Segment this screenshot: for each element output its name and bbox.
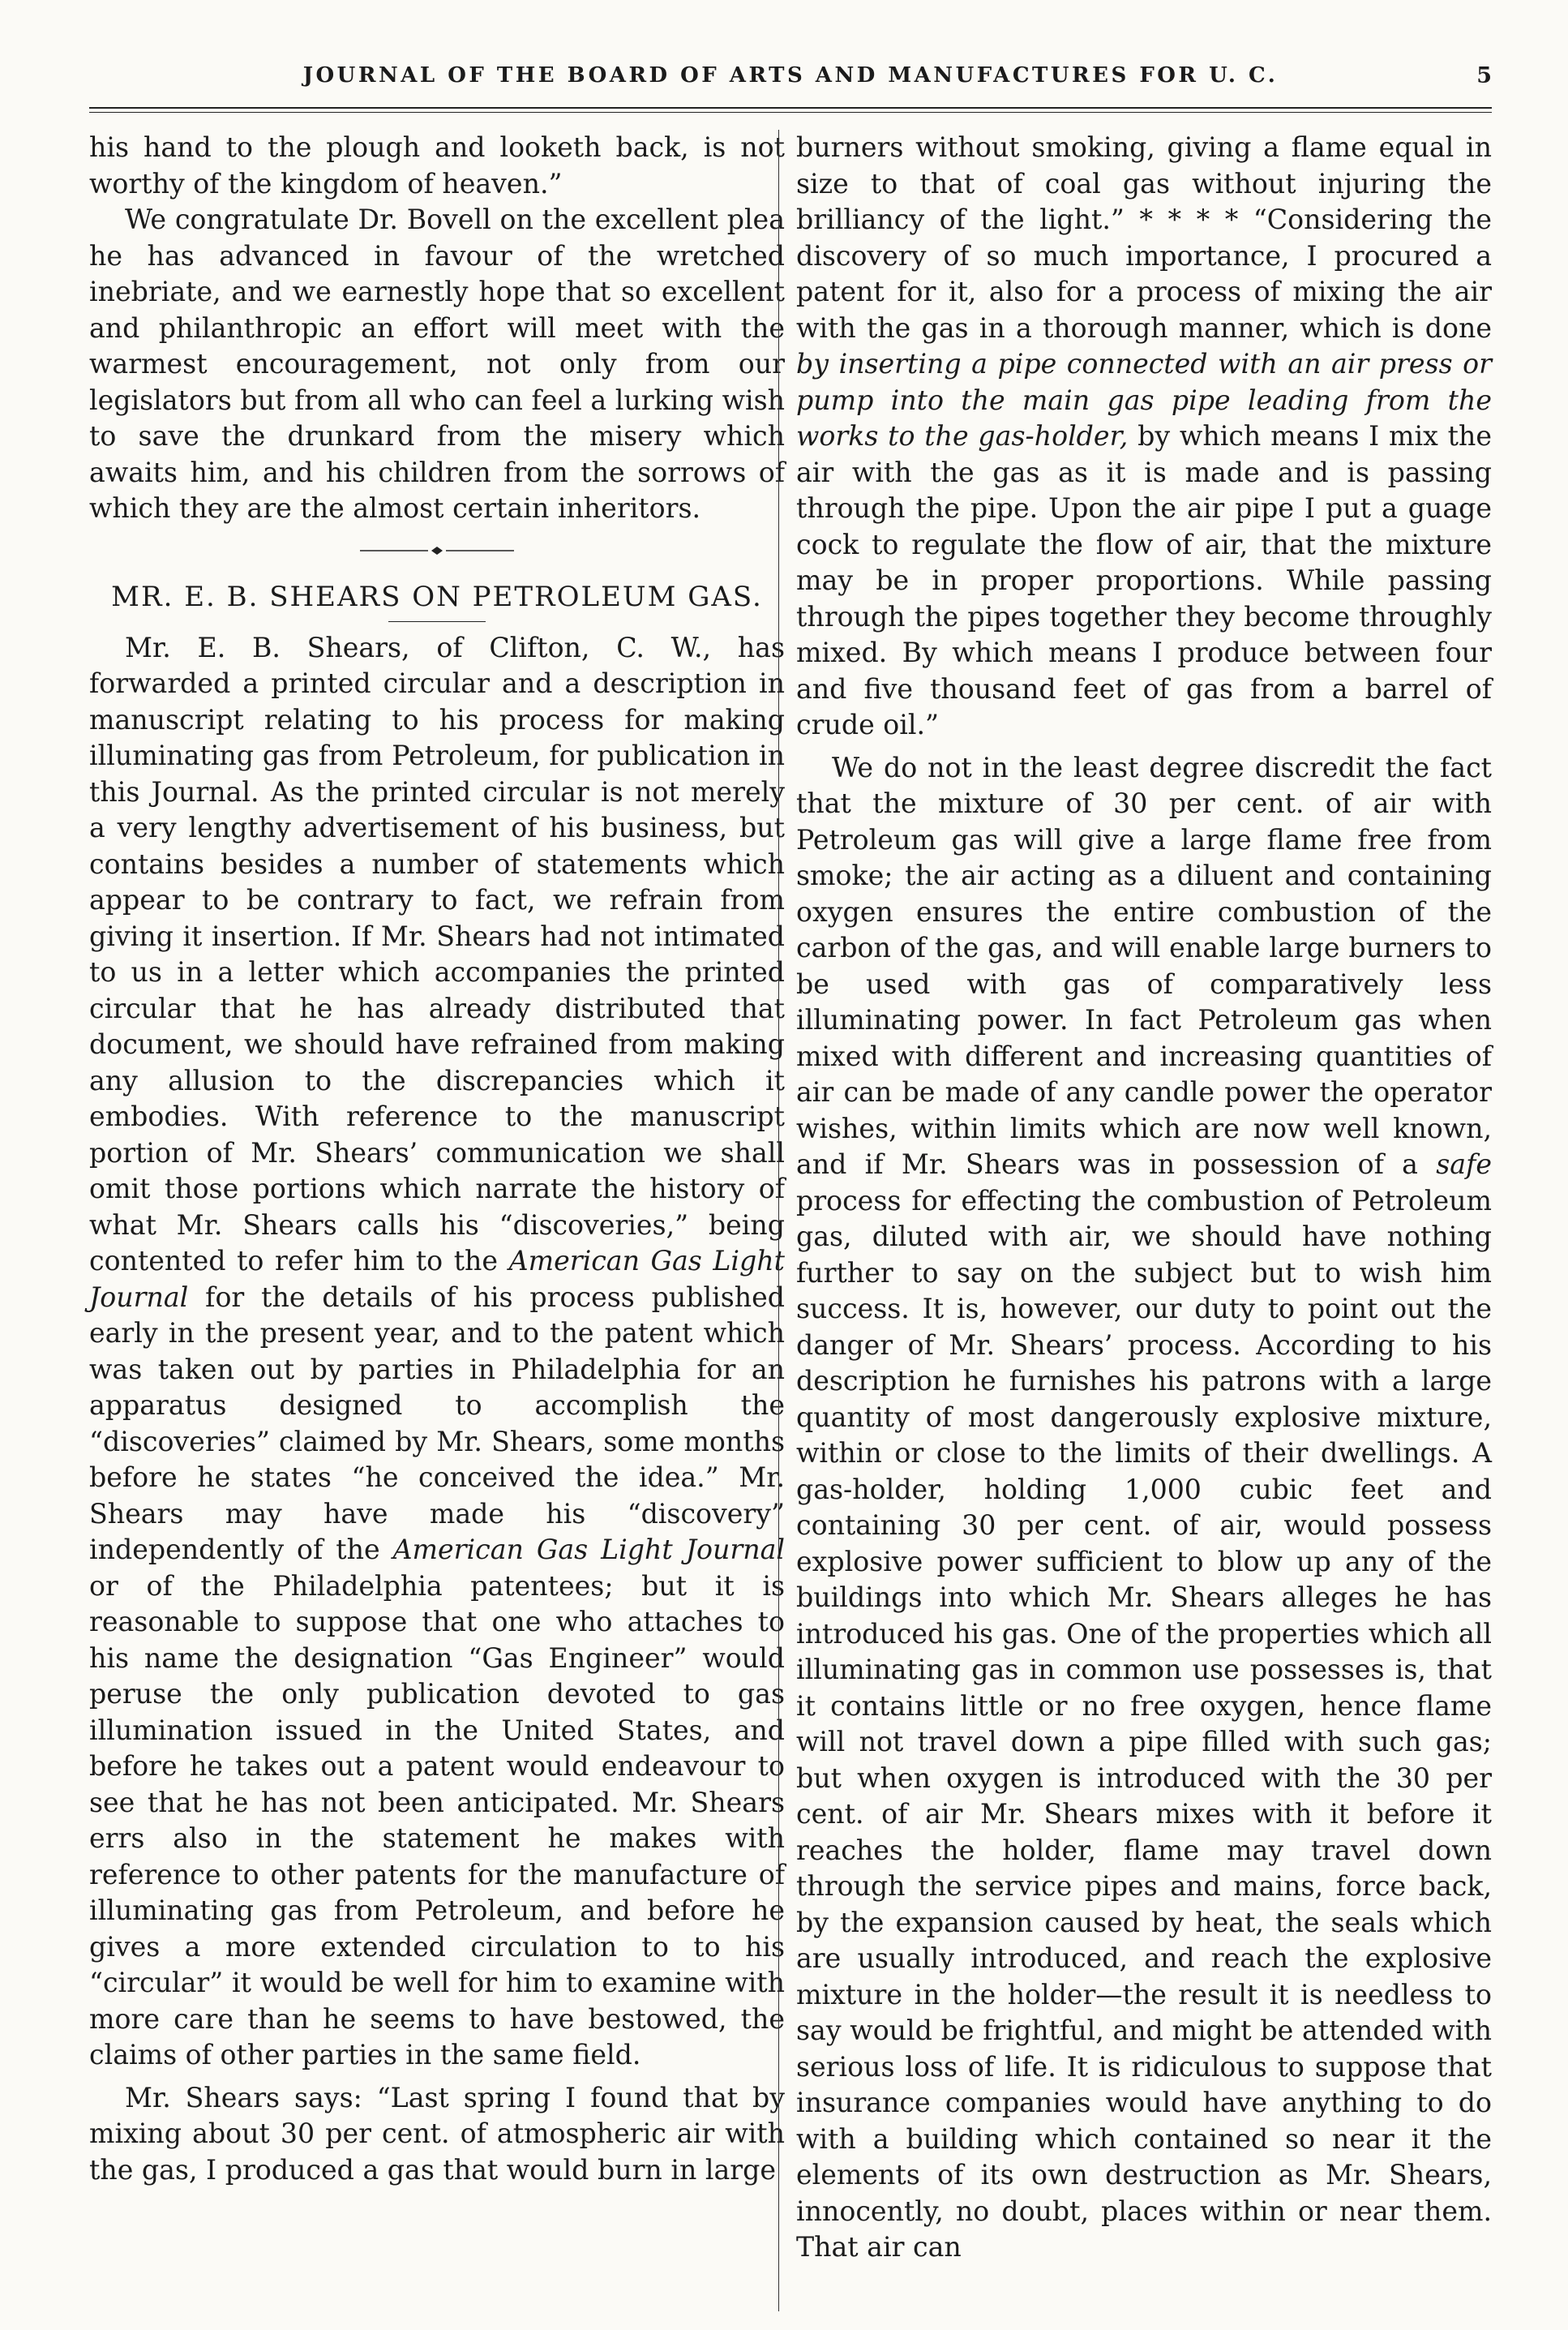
paragraph-text: by which means I mix the air with the gas as it is made and is passing through the pipe. Upon the air pipe I put a guage cock to regulate the flow of air, that the mixture may be in proper proportions. While passing through the pipes together they become throughly mixed. By which means I produce between four and five thousand feet of gas from a barrel of crude oil.” xyxy=(796,420,1493,740)
paragraph-text: We do not in the least degree discredit the fact that the mixture of 30 per cent. of air with Petroleum gas will give a large flame free from smoke; the air acting as a diluent and containing oxygen ensures the entire combustion of the carbon of the gas, and will enable large burners to be used with gas of comparatively less illuminating power. In fact Petroleum gas when mixed with different and increasing quantities of air can be made of any candle power the operator wishes, within limits which are now well known, and if Mr. Shears was in possession of a xyxy=(796,751,1492,1180)
left-column xyxy=(89,130,785,2188)
italic-word: safe xyxy=(1436,1148,1492,1180)
journal-name-italic: American Gas Light Journal xyxy=(89,1245,786,1313)
paragraph-quote-continued xyxy=(796,130,1492,744)
paragraph-continuation: his hand to the plough and looketh back, is not worthy of the kingdom of heaven.” xyxy=(89,131,785,200)
column-divider xyxy=(778,130,779,2311)
journal-name-italic: American Gas Light Journal xyxy=(392,1534,786,1565)
article-heading: MR. E. B. SHEARS ON PETROLEUM GAS. xyxy=(111,580,763,613)
right-column xyxy=(796,130,1492,2266)
paragraph-text: Mr. E. B. Shears, of Clifton, C. W., has forwarded a printed circular and a description in manuscript relating to his process for making illuminating gas from Petroleum, for publication in this Journal. As the printed circular is not merely a very lengthy advertisement of his business, but contains besides a number of statements which appear to be contrary to fact, we refrain from giving it insertion. If Mr. Shears had not intimated to us in a letter which accompanies the printed circular that he has already distributed that document, we should have refrained from making any allusion to the discrepancies which it embodies. With reference to the manuscript portion of Mr. Shears’ communication we shall omit those portions which narrate the history of what Mr. Shears calls his “discoveries,” being contented to refer him to the xyxy=(89,631,785,1277)
paragraph-circular xyxy=(89,630,785,2074)
page-number: 5 xyxy=(1476,63,1492,88)
paragraph-quote-start: Mr. Shears says: “Last spring I found that by mixing about 30 per cent. of atmospheric air with the gas, I produced a gas that would burn in large xyxy=(89,2081,785,2186)
paragraph-text: or of the Philadelphia patentees; but it is reasonable to suppose that one who attaches to his name the designation “Gas Engineer” would peruse the only publication devoted to gas illumination issued in the United States, and before he takes out a patent would endeavour to see that he has not been anticipated. Mr. Shears errs also in the statement he makes with reference to other patents for the manufacture of illuminating gas from Petroleum, and before he gives a more extended circulation to to his “circular” it would be well for him to examine with more care than he seems to have bestowed, the claims of other parties in the same field. xyxy=(89,1569,785,2070)
header-rule xyxy=(89,107,1492,113)
section-ornament xyxy=(360,545,514,556)
paragraph-discussion xyxy=(796,750,1492,2266)
journal-title: JOURNAL OF THE BOARD OF ARTS AND MANUFACTURES FOR U. C. xyxy=(302,63,1279,88)
paragraph-text: process for effecting the combustion of Petroleum gas, diluted with air, we should have nothing further to say on the subject but to wish him success. It is, however, our duty to point out the danger of Mr. Shears’ process. According to his description he furnishes his patrons with a large quantity of most dangerously explosive mixture, within or close to the limits of their dwellings. A gas-holder, holding 1,000 cubic feet and containing 30 per cent. of air, would possess explosive power sufficient to blow up any of the buildings into which Mr. Shears alleges he has introduced his gas. One of the properties which all illuminating gas in common use possesses is, that it contains little or no free oxygen, hence flame will not travel down a pipe filled with such gas; but when oxygen is introduced with the 30 per cent. of air Mr. Shears mixes with it before it reaches the holder, flame may travel down through the service pipes and mains, force back, by the expansion caused by heat, the seals which are usually introduced, and reach the explosive mixture in the holder—the result it is needless to say would be frightful, and might be attended with serious loss of life. It is ridiculous to suppose that insurance companies would have anything to do with a building which contained so near it the elements of its own destruction as Mr. Shears, innocently, no doubt, places within or near them. That air can xyxy=(796,1184,1492,2263)
paragraph-text: burners without smoking, giving a flame equal in size to that of coal gas without injuring the brilliancy of the light.” * * * * “Considering the discovery of so much importance, I procured a patent for it, also for a process of mixing the air with the gas in a thorough manner, which is done xyxy=(796,131,1492,344)
italic-passage: by inserting a pipe connected with an air press or pump into the main gas pipe leading from the works to the gas-holder, xyxy=(796,348,1492,452)
heading-rule xyxy=(388,621,486,622)
paragraph-text: for the details of his process published early in the present year, and to the patent which was taken out by parties in Philadelphia for an apparatus designed to accomplish the “discoveries” claimed by Mr. Shears, some months before he states “he conceived the idea.” Mr. Shears may have made his “discovery” independently of the xyxy=(89,1281,785,1565)
running-head xyxy=(89,63,1492,96)
paragraph-congratulation: We congratulate Dr. Bovell on the excellent plea he has advanced in favour of the wretched inebriate, and we earnestly hope that so excellent and philanthropic an effort will meet with the warmest encouragement, not only from our legislators but from all who can feel a lurking wish to save the drunkard from the misery which awaits him, and his children from the sorrows of which they are the almost certain inheritors. xyxy=(89,204,785,524)
